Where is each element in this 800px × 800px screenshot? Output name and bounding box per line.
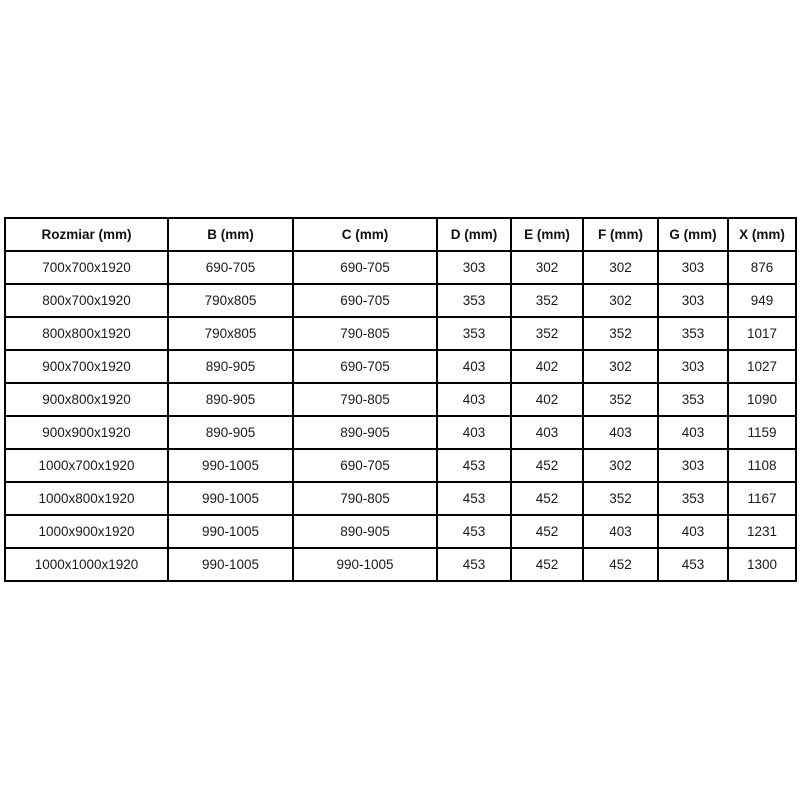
table-cell: 800x800x1920 [5,317,168,350]
table-cell: 352 [511,284,583,317]
table-cell: 302 [583,284,658,317]
table-cell: 403 [658,515,728,548]
table-cell: 302 [583,350,658,383]
table-cell: 690-705 [293,284,437,317]
table-cell: 700x700x1920 [5,251,168,284]
table-cell: 403 [658,416,728,449]
table-cell: 1027 [728,350,796,383]
table-cell: 403 [437,350,511,383]
table-cell: 1000x900x1920 [5,515,168,548]
table-cell: 403 [437,383,511,416]
table-row [5,515,796,548]
table-cell: 353 [658,317,728,350]
table-cell: 352 [511,317,583,350]
table-row [5,317,796,350]
col-header-rozmiar: Rozmiar (mm) [5,218,168,251]
table-cell: 1000x800x1920 [5,482,168,515]
table-cell: 353 [437,317,511,350]
table-cell: 303 [658,251,728,284]
table-cell: 452 [511,515,583,548]
table-row [5,350,796,383]
table-cell: 352 [583,383,658,416]
table-cell: 900x900x1920 [5,416,168,449]
table-row [5,251,796,284]
size-spec-table [4,217,797,582]
table-cell: 1000x1000x1920 [5,548,168,581]
table-cell: 690-705 [293,449,437,482]
table-cell: 1300 [728,548,796,581]
table-cell: 890-905 [293,416,437,449]
table-cell: 453 [437,449,511,482]
table-cell: 790x805 [168,284,293,317]
table-cell: 453 [658,548,728,581]
table-cell: 900x800x1920 [5,383,168,416]
table-cell: 1090 [728,383,796,416]
table-cell: 790-805 [293,482,437,515]
table-cell: 452 [511,548,583,581]
table-cell: 353 [437,284,511,317]
table-cell: 303 [437,251,511,284]
table-cell: 353 [658,383,728,416]
col-header-e: E (mm) [511,218,583,251]
table-cell: 1108 [728,449,796,482]
table-row [5,284,796,317]
table-cell: 453 [437,548,511,581]
table-cell: 452 [511,482,583,515]
table-cell: 402 [511,383,583,416]
table-cell: 453 [437,515,511,548]
table-cell: 790-805 [293,317,437,350]
table-cell: 303 [658,350,728,383]
table-row [5,482,796,515]
table-cell: 690-705 [168,251,293,284]
table-cell: 890-905 [168,416,293,449]
table-header-row [5,218,796,251]
table-cell: 352 [583,317,658,350]
table-cell: 402 [511,350,583,383]
table-row [5,383,796,416]
table-body [5,251,796,581]
table-cell: 1167 [728,482,796,515]
table-cell: 403 [583,515,658,548]
col-header-g: G (mm) [658,218,728,251]
table-cell: 403 [437,416,511,449]
table-cell: 949 [728,284,796,317]
col-header-x: X (mm) [728,218,796,251]
table-cell: 403 [511,416,583,449]
table-cell: 1159 [728,416,796,449]
table-cell: 990-1005 [168,548,293,581]
table-cell: 353 [658,482,728,515]
table-cell: 452 [583,548,658,581]
table-cell: 990-1005 [168,482,293,515]
table-cell: 890-905 [168,350,293,383]
table-cell: 890-905 [168,383,293,416]
table-cell: 690-705 [293,251,437,284]
table-row [5,416,796,449]
table-cell: 990-1005 [293,548,437,581]
table-row [5,449,796,482]
table-cell: 403 [583,416,658,449]
table-cell: 1231 [728,515,796,548]
table-cell: 790-805 [293,383,437,416]
table-cell: 453 [437,482,511,515]
table-cell: 800x700x1920 [5,284,168,317]
table-cell: 1000x700x1920 [5,449,168,482]
table-cell: 790x805 [168,317,293,350]
table-row [5,548,796,581]
table-cell: 302 [511,251,583,284]
table-cell: 452 [511,449,583,482]
table-cell: 1017 [728,317,796,350]
col-header-b: B (mm) [168,218,293,251]
table-cell: 302 [583,449,658,482]
col-header-f: F (mm) [583,218,658,251]
table-cell: 990-1005 [168,449,293,482]
table-cell: 990-1005 [168,515,293,548]
table-cell: 302 [583,251,658,284]
table-cell: 900x700x1920 [5,350,168,383]
table-cell: 303 [658,449,728,482]
table-cell: 352 [583,482,658,515]
col-header-c: C (mm) [293,218,437,251]
table-cell: 876 [728,251,796,284]
table-cell: 690-705 [293,350,437,383]
table-cell: 890-905 [293,515,437,548]
col-header-d: D (mm) [437,218,511,251]
table-cell: 303 [658,284,728,317]
